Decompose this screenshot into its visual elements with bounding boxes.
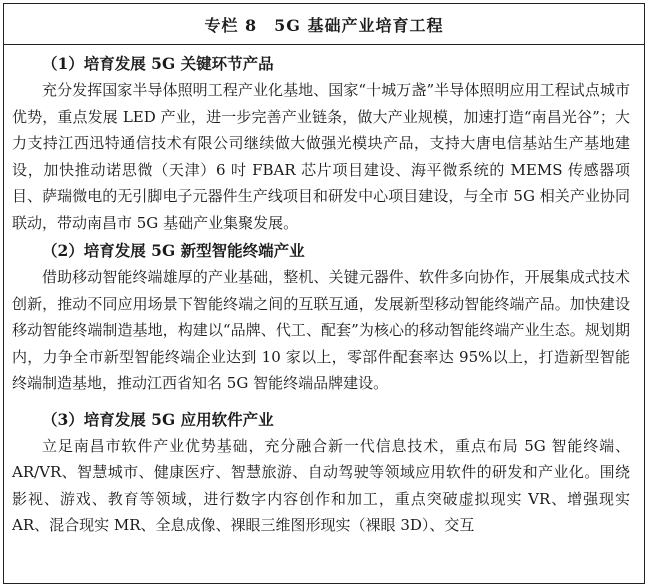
section-2	[12, 238, 630, 397]
section-paragraph: 借助移动智能终端雄厚的产业基础，整机、关键元器件、软件多向协作，开展集成式技术创新，推动不同应用场景下智能终端之间的互联互通，发展新型移动智能终端产品。加快建设移动智能终端制造基地，构建以“品牌、代工、配套”为核心的移动智能终端产业生态。规划期内，力争全市新型智能终端企业达到 10 家以上，零部件配套率达 95%以上，打造新型智能终端制造基地，推动江西省知名 5G 智能终端品牌建设。	[12, 268, 630, 392]
box-title: 专栏 8 5G 基础产业培育工程	[4, 4, 644, 45]
section-heading: （3）培育发展 5G 应用软件产业	[42, 409, 274, 429]
section-heading: （2）培育发展 5G 新型智能终端产业	[42, 241, 305, 260]
section-paragraph: 立足南昌市软件产业优势基础，充分融合新一代信息技术，重点布局 5G 智能终端、AR/VR、智慧城市、健康医疗、智慧旅游、自动驾驶等领域应用软件的研发和产业化。围绕影视、游戏、教育等领域，进行数字内容创作和加工，重点突破虚拟现实 VR、增强现实 AR、混合现实 MR、全息成像、裸眼三维图形现实（裸眼 3D）、交互	[12, 436, 630, 534]
box-content	[4, 45, 644, 539]
section-heading: （1）培育发展 5G 关键环节产品	[42, 54, 274, 73]
section-1	[12, 51, 630, 236]
section-paragraph: 充分发挥国家半导体照明工程产业化基地、国家“十城万盏”半导体照明应用工程试点城市优势，重点发展 LED 产业，进一步完善产业链条，做大产业规模，加速打造“南昌光谷”；大力支持江西迅特通信技术有限公司继续做大做强光模块产品，支持大唐电信基站生产基地建设，加快推动诺思微（天津）6 吋 FBAR 芯片项目建设、海平微系统的 MEMS 传感器项目、萨瑞微电的无引脚电子元器件生产线项目和研发中心项目建设，与全市 5G 相关产业协同联动，带动南昌市 5G 基础产业集聚发展。	[12, 81, 630, 232]
section-3	[12, 407, 630, 539]
feature-box	[3, 3, 645, 584]
